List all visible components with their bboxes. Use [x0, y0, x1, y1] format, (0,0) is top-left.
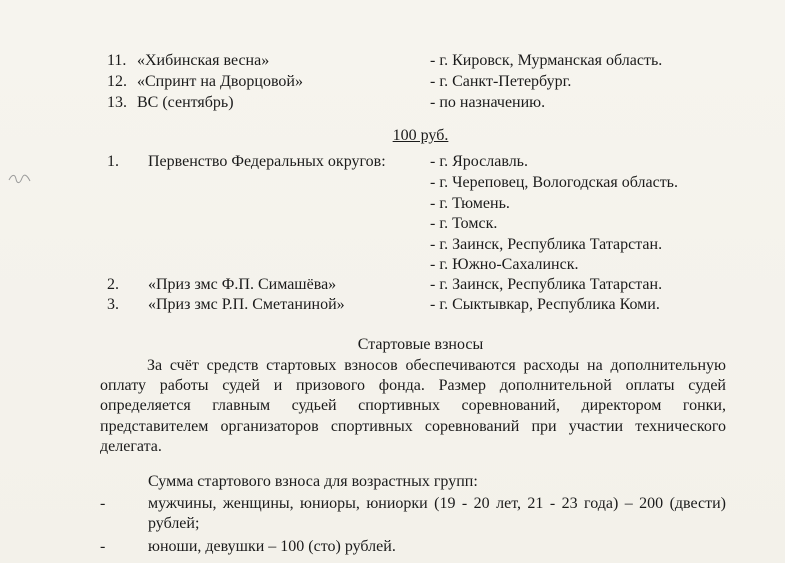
fee-item-adults: мужчины, женщины, юниоры, юниорки (19 - 20 лет, 21 - 23 года) – 200 (двести) рублей; — [148, 495, 726, 533]
bullet-dash: - — [100, 495, 106, 512]
fee-intro: Сумма стартового взноса для возрастных групп: — [148, 473, 478, 490]
event-name: ВС (сентябрь) — [137, 94, 234, 111]
item-number: 12. — [107, 73, 127, 90]
item-number: 13. — [107, 94, 127, 111]
event-place: - г. Тюмень. — [430, 195, 510, 212]
event-name: «Спринт на Дворцовой» — [137, 73, 303, 90]
fee-item-youth: юноши, девушки – 100 (сто) рублей. — [148, 538, 396, 555]
event-place: - г. Кировск, Мурманская область. — [430, 52, 663, 69]
event-place: - г. Южно-Сахалинск. — [430, 256, 579, 273]
event-place: - г. Заинск, Республика Татарстан. — [430, 236, 663, 253]
item-number: 2. — [107, 276, 119, 293]
event-place: - г. Череповец, Вологодская область. — [430, 174, 678, 191]
event-name: «Приз змс Р.П. Сметаниной» — [148, 296, 345, 313]
event-place: - г. Заинск, Республика Татарстан. — [430, 276, 663, 293]
event-place: - по назначению. — [430, 94, 546, 111]
section-title: Стартовые взносы — [357, 336, 484, 353]
event-place: - г. Ярославль. — [430, 153, 528, 170]
item-number: 1. — [107, 153, 119, 170]
event-name: «Приз змс Ф.П. Симашёва» — [148, 276, 337, 293]
item-number: 3. — [107, 296, 119, 313]
event-name: Первенство Федеральных округов: — [148, 153, 386, 170]
bullet-dash: - — [100, 538, 106, 555]
event-place: - г. Томск. — [430, 215, 498, 232]
pen-mark-icon — [8, 172, 32, 186]
item-number: 11. — [107, 52, 127, 69]
paragraph-body: За счёт средств стартовых взносов обеспечиваются расходы на дополнительную оплату работы судей и призового фонда. Размер дополнительной оплаты судей определяется главным судьей спортивных соревнований, директором гонки, представителем организаторов спортивных соревнований при участии технического делегата. — [100, 357, 726, 455]
event-place: - г. Санкт-Петербург. — [430, 73, 572, 90]
fee-heading: 100 руб. — [392, 127, 449, 144]
event-place: - г. Сыктывкар, Республика Коми. — [430, 296, 660, 313]
event-name: «Хибинская весна» — [137, 52, 270, 69]
